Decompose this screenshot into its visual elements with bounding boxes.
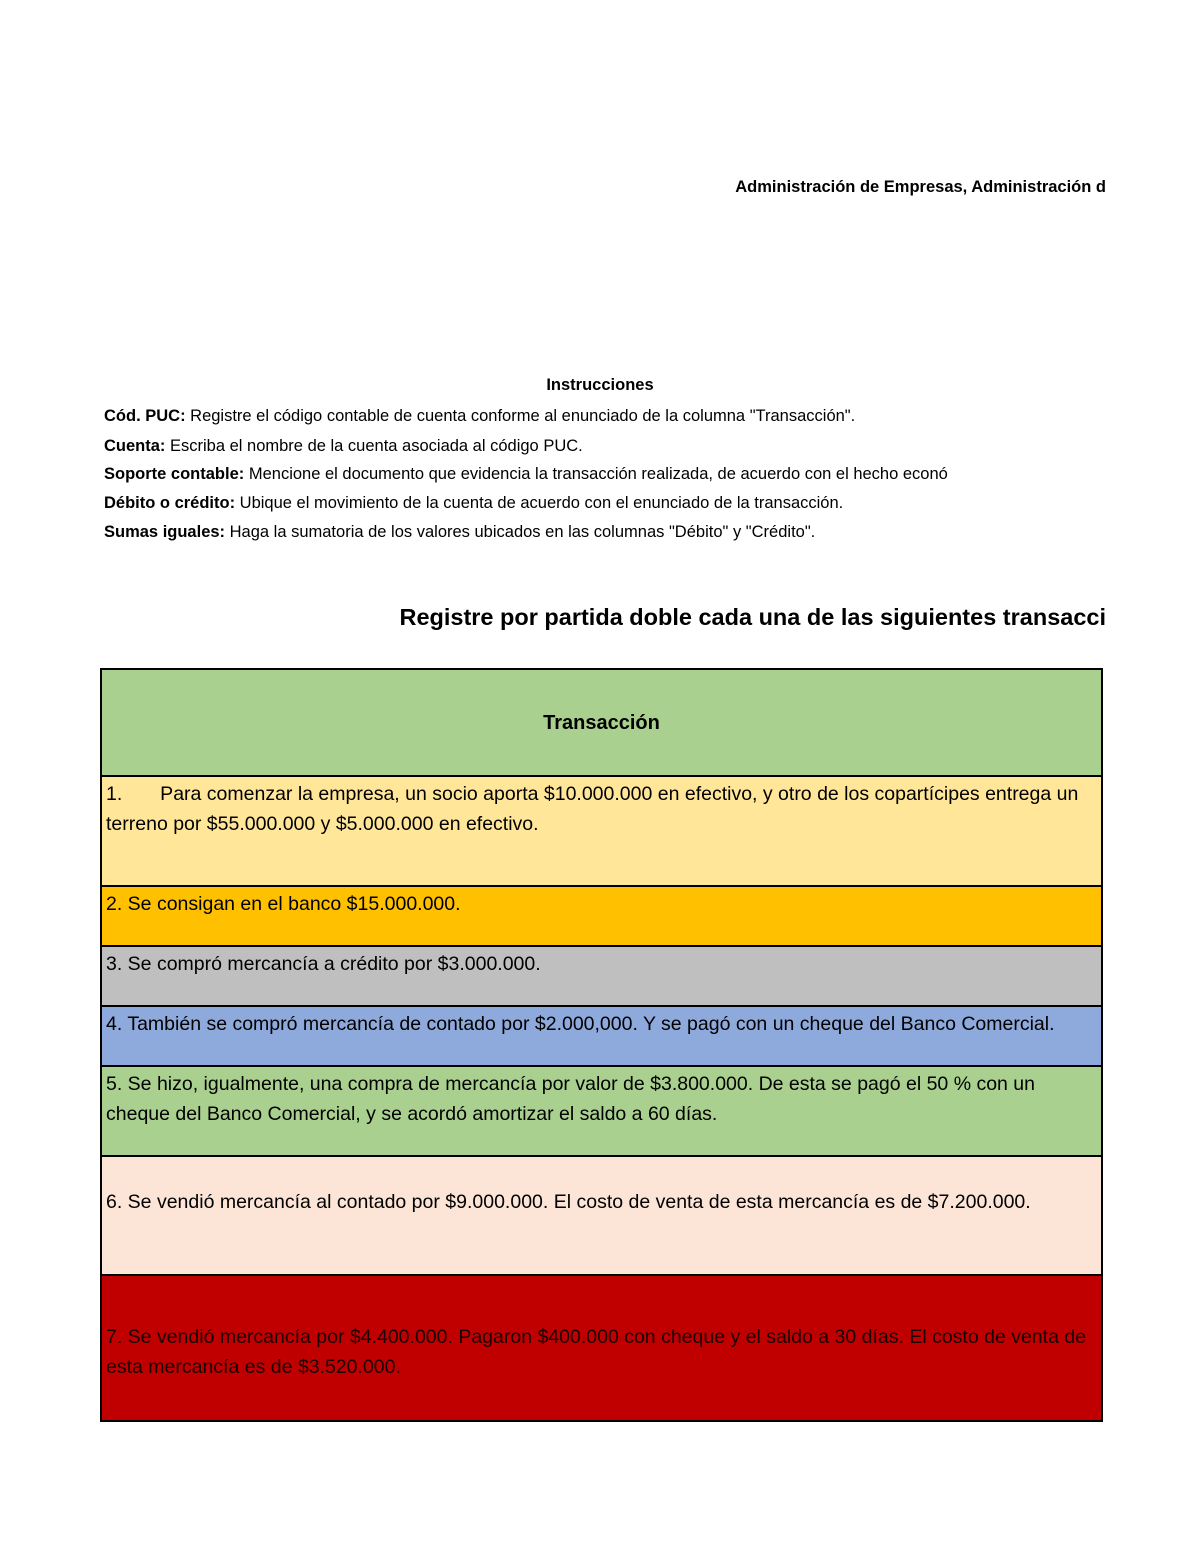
table-header	[102, 670, 1101, 777]
transaction-row-6: 6. Se vendió mercancía al contado por $9.000.000. El costo de venta de esta mercancía es de $7.200.000.	[102, 1157, 1101, 1276]
instruction-soporte-contable	[104, 462, 1106, 486]
instruction-label: Cód. PUC:	[104, 407, 186, 425]
instruction-text: Mencione el documento que evidencia la transacción realizada, de acuerdo con el hecho econó	[244, 465, 948, 483]
transaction-row-7: 7. Se vendió mercancía por $4.400.000. Pagaron $400.000 con cheque y el saldo a 30 días. El costo de venta de esta mercancía es de $3.520.000.	[102, 1276, 1101, 1420]
transaction-row-3: 3. Se compró mercancía a crédito por $3.000.000.	[102, 947, 1101, 1007]
instruction-sumas-iguales	[104, 520, 1106, 544]
instruction-text: Registre el código contable de cuenta conforme al enunciado de la columna "Transacción".	[185, 407, 856, 425]
transaction-row-2: 2. Se consigan en el banco $15.000.000.	[102, 887, 1101, 947]
instruction-label: Débito o crédito:	[104, 494, 236, 512]
instruction-label: Soporte contable:	[104, 465, 245, 483]
instruction-text: Ubique el movimiento de la cuenta de acuerdo con el enunciado de la transacción.	[235, 494, 844, 512]
instruction-text: Haga la sumatoria de los valores ubicados en las columnas "Débito" y "Crédito".	[225, 523, 816, 541]
transactions-table	[100, 668, 1103, 1422]
transaction-row-5: 5. Se hizo, igualmente, una compra de mercancía por valor de $3.800.000. De esta se pagó el 50 % con un cheque del Banco Comercial, y se acordó amortizar el saldo a 60 días.	[102, 1067, 1101, 1157]
instruction-label: Sumas iguales:	[104, 523, 226, 541]
transaction-row-4: 4. También se compró mercancía de contado por $2.000,000. Y se pagó con un cheque del Banco Comercial.	[102, 1007, 1101, 1067]
header-text: Administración de Empresas, Administración d	[735, 178, 1106, 196]
instructions-title: Instrucciones	[546, 376, 654, 394]
instruction-cuenta	[104, 434, 1106, 458]
main-heading: Registre por partida doble cada una de las siguientes transacci	[399, 604, 1106, 630]
document-header	[0, 178, 1106, 204]
instruction-debito-credito	[104, 491, 1106, 515]
instruction-label: Cuenta:	[104, 437, 166, 455]
instruction-text: Escriba el nombre de la cuenta asociada al código PUC.	[165, 437, 583, 455]
instruction-cod-puc	[104, 404, 1106, 428]
transaction-row-1: 1. Para comenzar la empresa, un socio aporta $10.000.000 en efectivo, y otro de los copartícipes entrega un terreno por $55.000.000 y $5.000.000 en efectivo.	[102, 777, 1101, 887]
table-header-label: Transacción	[543, 711, 660, 734]
